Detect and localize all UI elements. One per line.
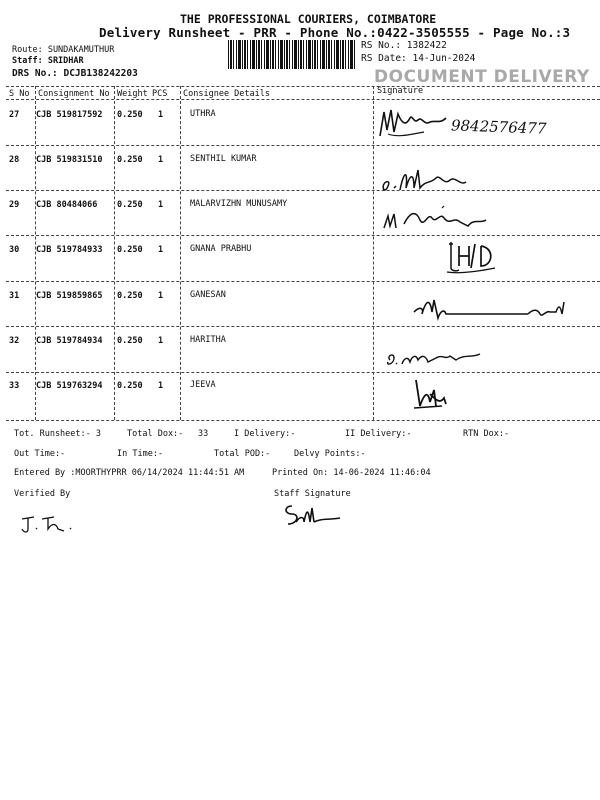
row-consignment: CJB 80484066 [36,200,98,210]
row-divider [6,145,600,146]
row-divider [6,372,600,373]
signature-30 [445,238,505,280]
row-consignee: HARITHA [190,335,226,345]
col-divider [373,86,374,420]
verified-by-label: Verified By [14,489,71,499]
verified-signature [20,515,80,539]
delvy-points-label: Delvy Points:- [294,449,366,459]
row-weight: 0.250 [117,245,143,255]
col-divider [114,86,115,420]
row-consignment: CJB 519784934 [36,336,103,346]
row-weight: 0.250 [117,381,143,391]
row-sno: 29 [9,200,20,210]
signature-32 [384,344,494,374]
row-consignment: CJB 519784933 [36,245,103,255]
signature-31 [410,296,570,328]
row-sno: 33 [9,381,20,391]
runsheet-subtitle: Delivery Runsheet - PRR - Phone No.:0422-3505555 - Page No.:3 [99,25,571,40]
row-consignee: GNANA PRABHU [190,244,252,254]
row-sno: 27 [9,110,20,120]
entered-by: Entered By :MOORTHYPRR 06/14/2024 11:44:51 AM [14,468,245,478]
row-sno: 28 [9,155,20,165]
col-header-consignment: Consignment No [38,89,110,99]
row-consignee: SENTHIL KUMAR [190,154,257,164]
route-label: Route: SUNDAKAMUTHUR [12,45,115,55]
row-divider [6,190,600,191]
out-time-label: Out Time:- [14,449,66,459]
tot-runsheet: Tot. Runsheet:- 3 [14,429,101,439]
row-weight: 0.250 [117,110,143,120]
row-pcs: 1 [158,200,164,210]
col-header-consignee: Consignee Details [183,89,270,99]
row-weight: 0.250 [117,291,143,301]
col-header-signature: Signature [377,86,424,96]
row-pcs: 1 [158,245,164,255]
col-divider [180,86,181,420]
total-dox-value: 33 [198,429,209,439]
staff-signature-label: Staff Signature [274,489,351,499]
signature-27 [378,104,448,146]
table-header-line [6,99,600,100]
in-time-label: In Time:- [117,449,164,459]
row-consignee: MALARVIZHN MUNUSAMY [190,199,288,209]
row-sno: 30 [9,245,20,255]
row-pcs: 1 [158,291,164,301]
row-pcs: 1 [158,110,164,120]
total-dox-label: Total Dox:- [127,429,184,439]
row-sno: 32 [9,336,20,346]
row-sno: 31 [9,291,20,301]
rs-date: RS Date: 14-Jun-2024 [361,53,476,64]
row-pcs: 1 [158,381,164,391]
drs-number: DRS No.: DCJB138242203 [12,68,138,79]
row-weight: 0.250 [117,336,143,346]
row-divider [6,281,600,282]
col-header-weight: Weight [117,89,148,99]
handwritten-phone: 9842576477 [450,116,547,138]
row-consignment: CJB 519763294 [36,381,103,391]
signature-29 [382,204,492,234]
row-pcs: 1 [158,155,164,165]
ii-delivery-label: II Delivery:- [345,429,412,439]
signature-33 [412,376,452,418]
col-header-sno: S No [9,89,30,99]
signature-28 [380,164,470,198]
row-consignee: JEEVA [190,380,216,390]
col-header-pcs: PCS [152,89,168,99]
table-top-line [6,86,600,87]
row-consignee: GANESAN [190,290,226,300]
row-weight: 0.250 [117,200,143,210]
rs-number: RS No.: 1382422 [361,40,447,51]
staff-label: Staff: SRIDHAR [12,56,84,66]
printed-on: Printed On: 14-06-2024 11:46:04 [272,468,431,478]
barcode-image [228,40,356,69]
company-title: THE PROFESSIONAL COURIERS, COIMBATORE [180,12,437,26]
row-consignment: CJB 519859865 [36,291,103,301]
staff-signature-image [282,500,352,536]
row-consignee: UTHRA [190,109,216,119]
row-pcs: 1 [158,336,164,346]
document-delivery-stamp: DOCUMENT DELIVERY [374,67,590,87]
row-consignment: CJB 519817592 [36,110,103,120]
row-consignment: CJB 519831510 [36,155,103,165]
total-pod-label: Total POD:- [214,449,271,459]
row-divider [6,235,600,236]
row-weight: 0.250 [117,155,143,165]
rtn-dox-label: RTN Dox:- [463,429,510,439]
i-delivery-label: I Delivery:- [234,429,296,439]
table-bottom-line [6,420,600,421]
